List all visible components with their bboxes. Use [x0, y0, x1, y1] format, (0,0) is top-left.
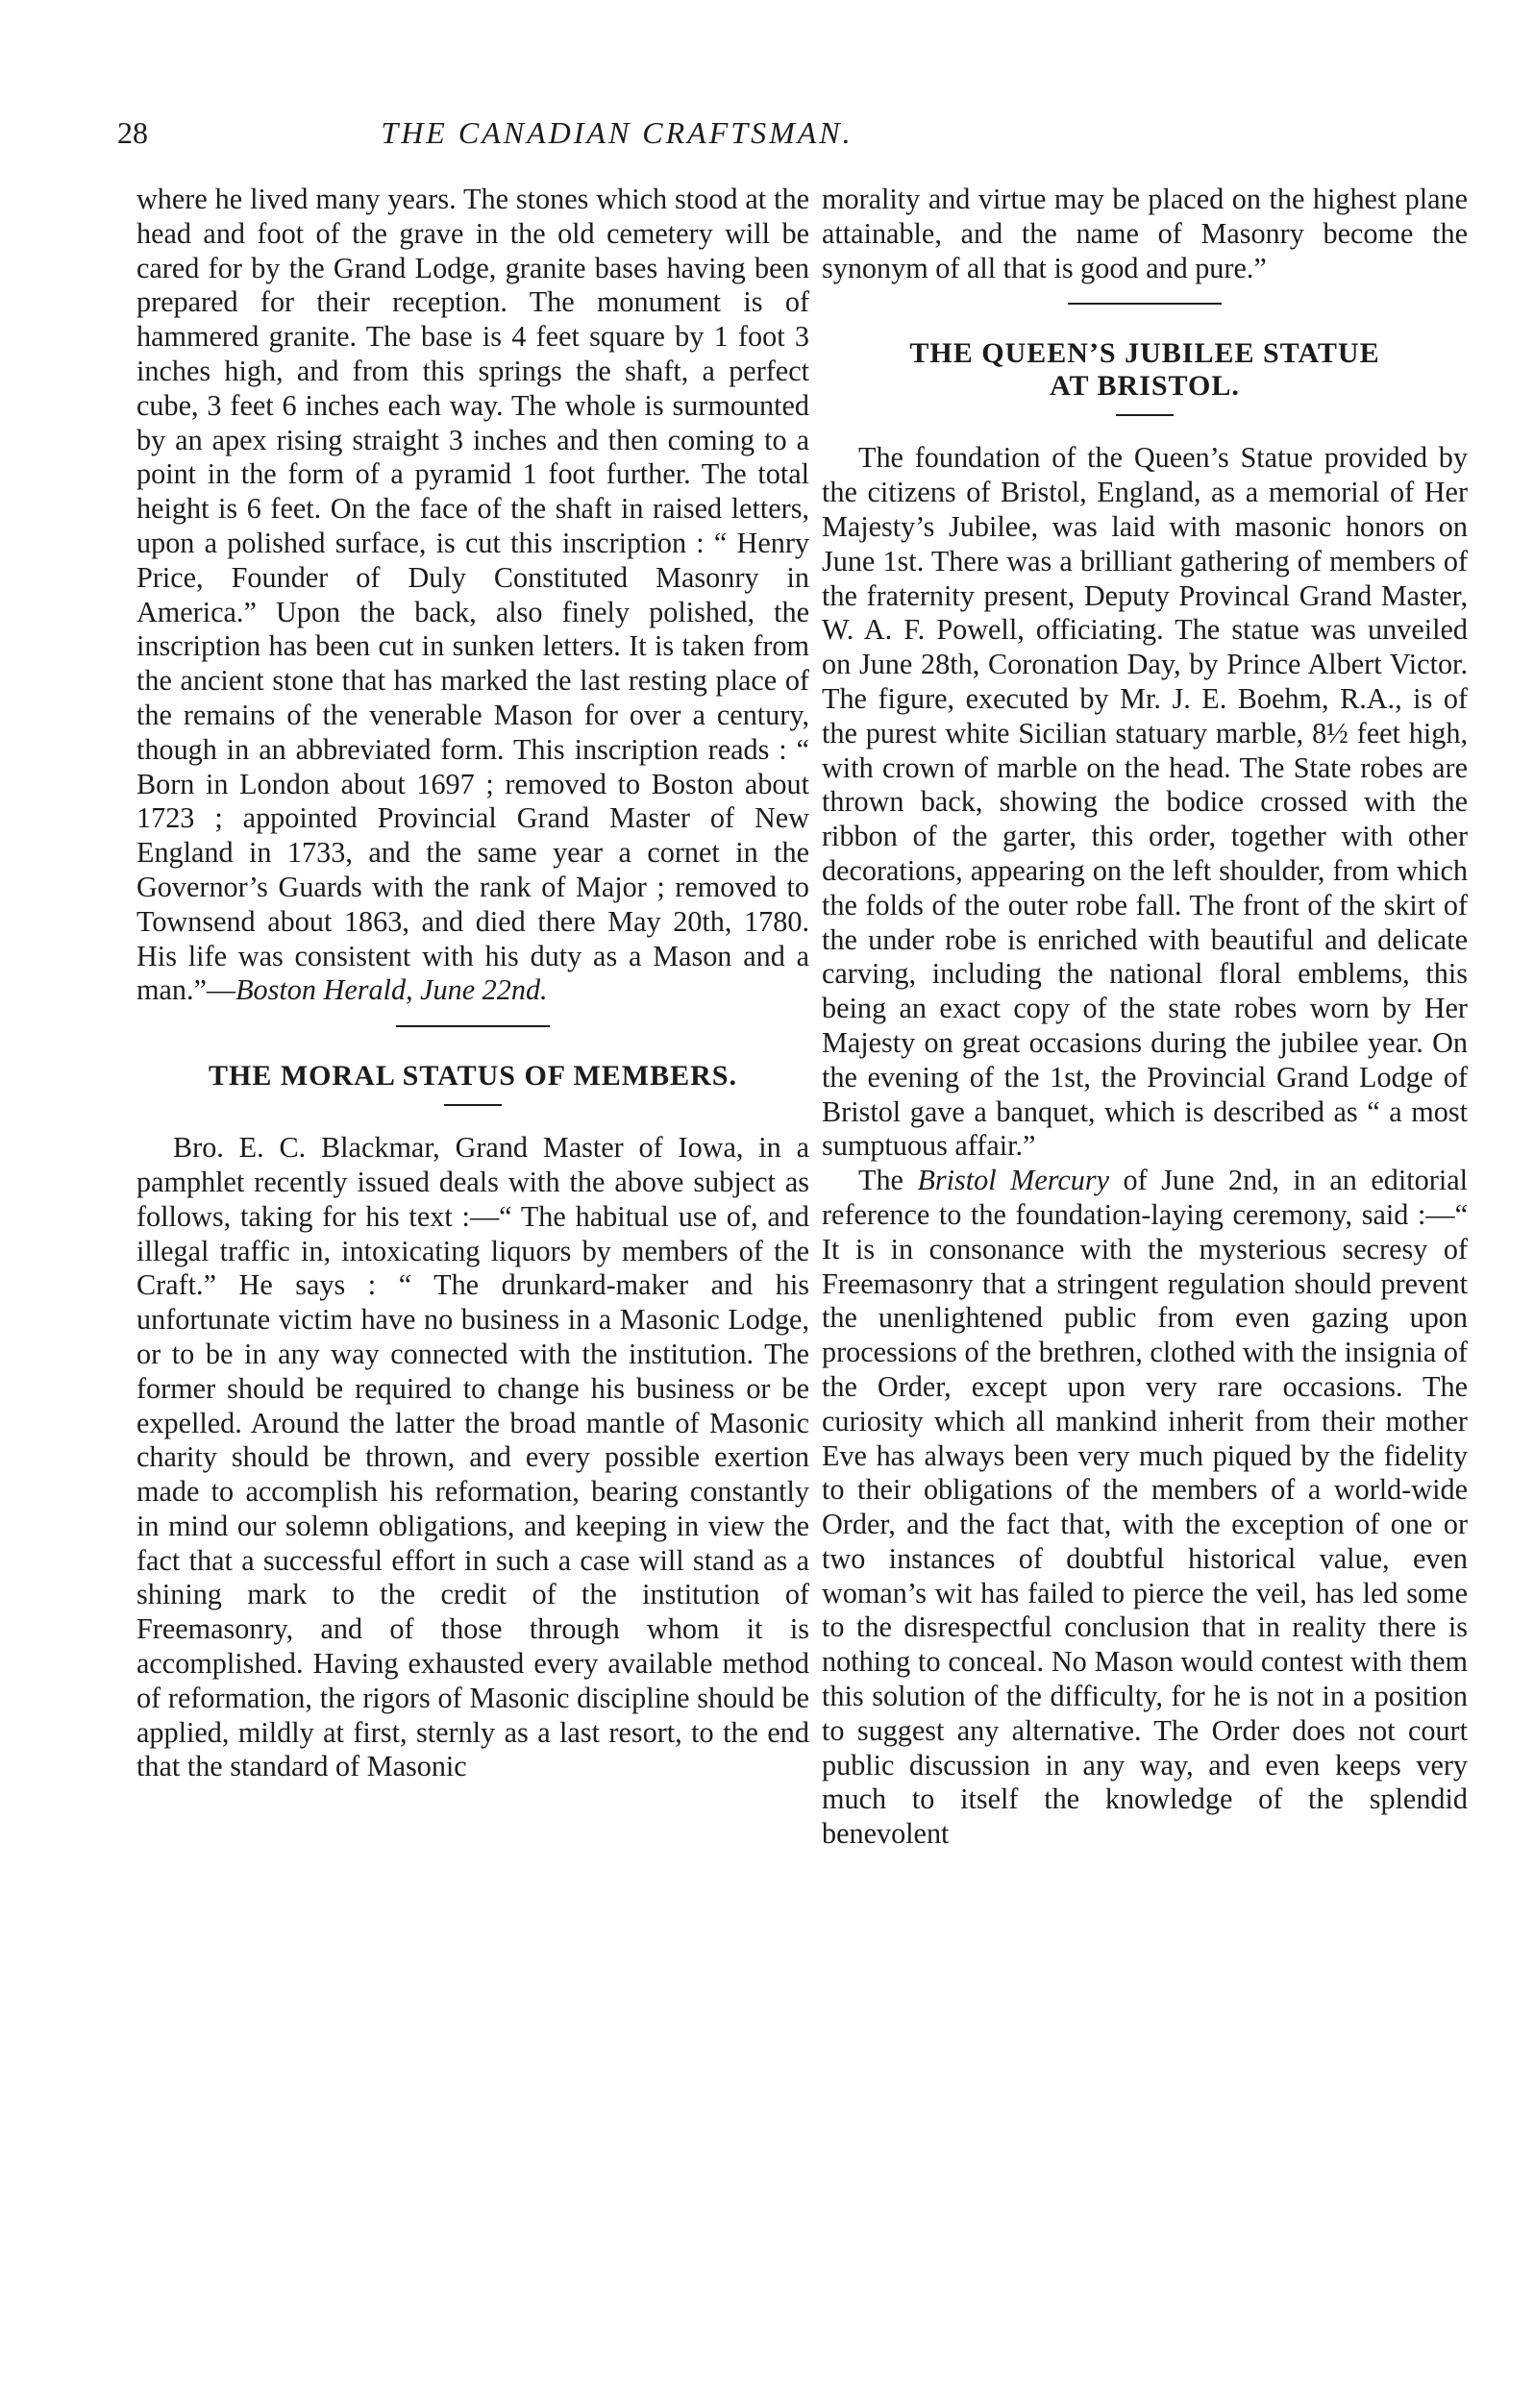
left-column [136, 183, 809, 1784]
newspaper-title: Bristol Mercury [917, 1164, 1109, 1197]
heading-rule [1116, 414, 1174, 416]
article-continuation [136, 183, 809, 1008]
section-divider [396, 1025, 550, 1027]
moral-status-conclusion: morality and virtue may be placed on the highest plane attainable, and the name of Masonry become the synonym of all that is good and pure.” [822, 183, 1468, 284]
moral-status-paragraph: Bro. E. C. Blackmar, Grand Master of Iowa, in a pamphlet recently issued deals with the above subject as follows, taking for his text :—“ The habitual use of, and illegal traffic in, intoxicating liquors by members of the Craft.” He says : “ The drunkard-maker and his unfortunate victim have no business in a Masonic Lodge, or to be in any way connected with the institution. The former should be required to change his business or be expelled. Around the latter the broad mantle of Masonic charity should be thrown, and every possible exertion made to accomplish his reformation, bearing constantly in mind our solemn obligations, and keeping in view the fact that a successful effort in such a case will stand as a shining mark to the credit of the institution of Freemasonry, and of those through whom it is accomplished. Having exhausted every available method of reformation, the rigors of Masonic discipline should be applied, mildly at first, sternly as a last resort, to the end that the standard of Masonic [136, 1131, 809, 1783]
section-heading-moral-status: THE MORAL STATUS OF MEMBERS. [208, 1060, 737, 1093]
article-continuation-text: where he lived many years. The stones which stood at the head and foot of the grave in the old cemetery will be cared for by the Grand Lodge, granite bases having been prepared for their reception. The monument is of hammered granite. The base is 4 feet square by 1 foot 3 inches high, and from this springs the shaft, a perfect cube, 3 feet 6 inches each way. The whole is surmounted by an apex rising straight 3 inches and then coming to a point in the form of a pyramid 1 foot further. The total height is 6 feet. On the face of the shaft in raised letters, upon a polished surface, is cut this inscription : “ Henry Price, Founder of Duly Constituted Masonry in America.” Upon the back, also finely polished, the inscription has been cut in sunken letters. It is taken from the ancient stone that has marked the last resting place of the remains of the venerable Mason for over a century, though in an abbreviated form. This inscription reads : “ Born in London about 1697 ; removed to Boston about 1723 ; appointed Provincial Grand Master of New England in 1733, and the same year a cornet in the Governor’s Guards with the rank of Major ; removed to Townsend about 1863, and died there May 20th, 1780. His life was consistent with his duty as a Mason and a man.”— [136, 183, 809, 1007]
heading-rule [444, 1104, 502, 1106]
jubilee-statue-paragraph: The foundation of the Queen’s Statue provided by the citizens of Bristol, England, as a memorial of Her Majesty’s Jubilee, was laid with masonic honors on June 1st. There was a brilliant gathering of members of the fraternity present, Deputy Provincal Grand Master, W. A. F. Powell, officiating. The statue was unveiled on June 28th, Coronation Day, by Prince Albert Victor. The figure, executed by Mr. J. E. Boehm, R.A., is of the purest white Sicilian statuary marble, 8½ feet high, with crown of marble on the head. The State robes are thrown back, showing the bodice crossed with the ribbon of the garter, this order, together with other decorations, appearing on the left shoulder, from which the folds of the outer robe fall. The front of the skirt of the under robe is enriched with beautiful and delicate carving, including the national floral emblems, this being an exact copy of the state robes worn by Her Majesty on great occasions during the jubilee year. On the evening of the 1st, the Provincial Grand Lodge of Bristol gave a banquet, which is described as “ a most sumptuous affair.” [822, 441, 1468, 1163]
page-header [117, 113, 1117, 161]
paragraph-body: of June 2nd, in an editorial reference to the foundation-laying ceremony, said :—“ It is in consonance with the mysterious secresy of Freemasonry that a stringent regulation should prevent the unenlightened public from even gazing upon processions of the brethren, clothed with the insignia of the Order, except upon very rare occasions. The curiosity which all mankind inherit from their mother Eve has always been very much piqued by the fidelity to their obligations of the members of a world-wide Order, and the fact that, with the exception of one or two instances of doubtful historical value, even woman’s wit has failed to pierce the veil, has led some to the disrespectful conclusion that in reality there is nothing to conceal. No Mason would contest with them this solution of the difficulty, for he is not in a position to suggest any alternative. The Order does not court public discussion in any way, and even keeps very much to itself the knowledge of the splendid benevolent [822, 1164, 1468, 1851]
bristol-mercury-paragraph [822, 1164, 1468, 1852]
page-number: 28 [117, 115, 148, 150]
section-divider [1068, 303, 1222, 305]
running-title: THE CANADIAN CRAFTSMAN. [381, 115, 854, 150]
source-citation: Boston Herald, June 22nd. [235, 973, 548, 1007]
heading-line-1: THE QUEEN’S JUBILEE STATUE [909, 337, 1380, 370]
section-heading-jubilee-statue [822, 337, 1468, 403]
heading-line-2: AT BRISTOL. [1050, 370, 1240, 403]
paragraph-prefix: The [858, 1164, 918, 1197]
right-column [822, 183, 1468, 1852]
